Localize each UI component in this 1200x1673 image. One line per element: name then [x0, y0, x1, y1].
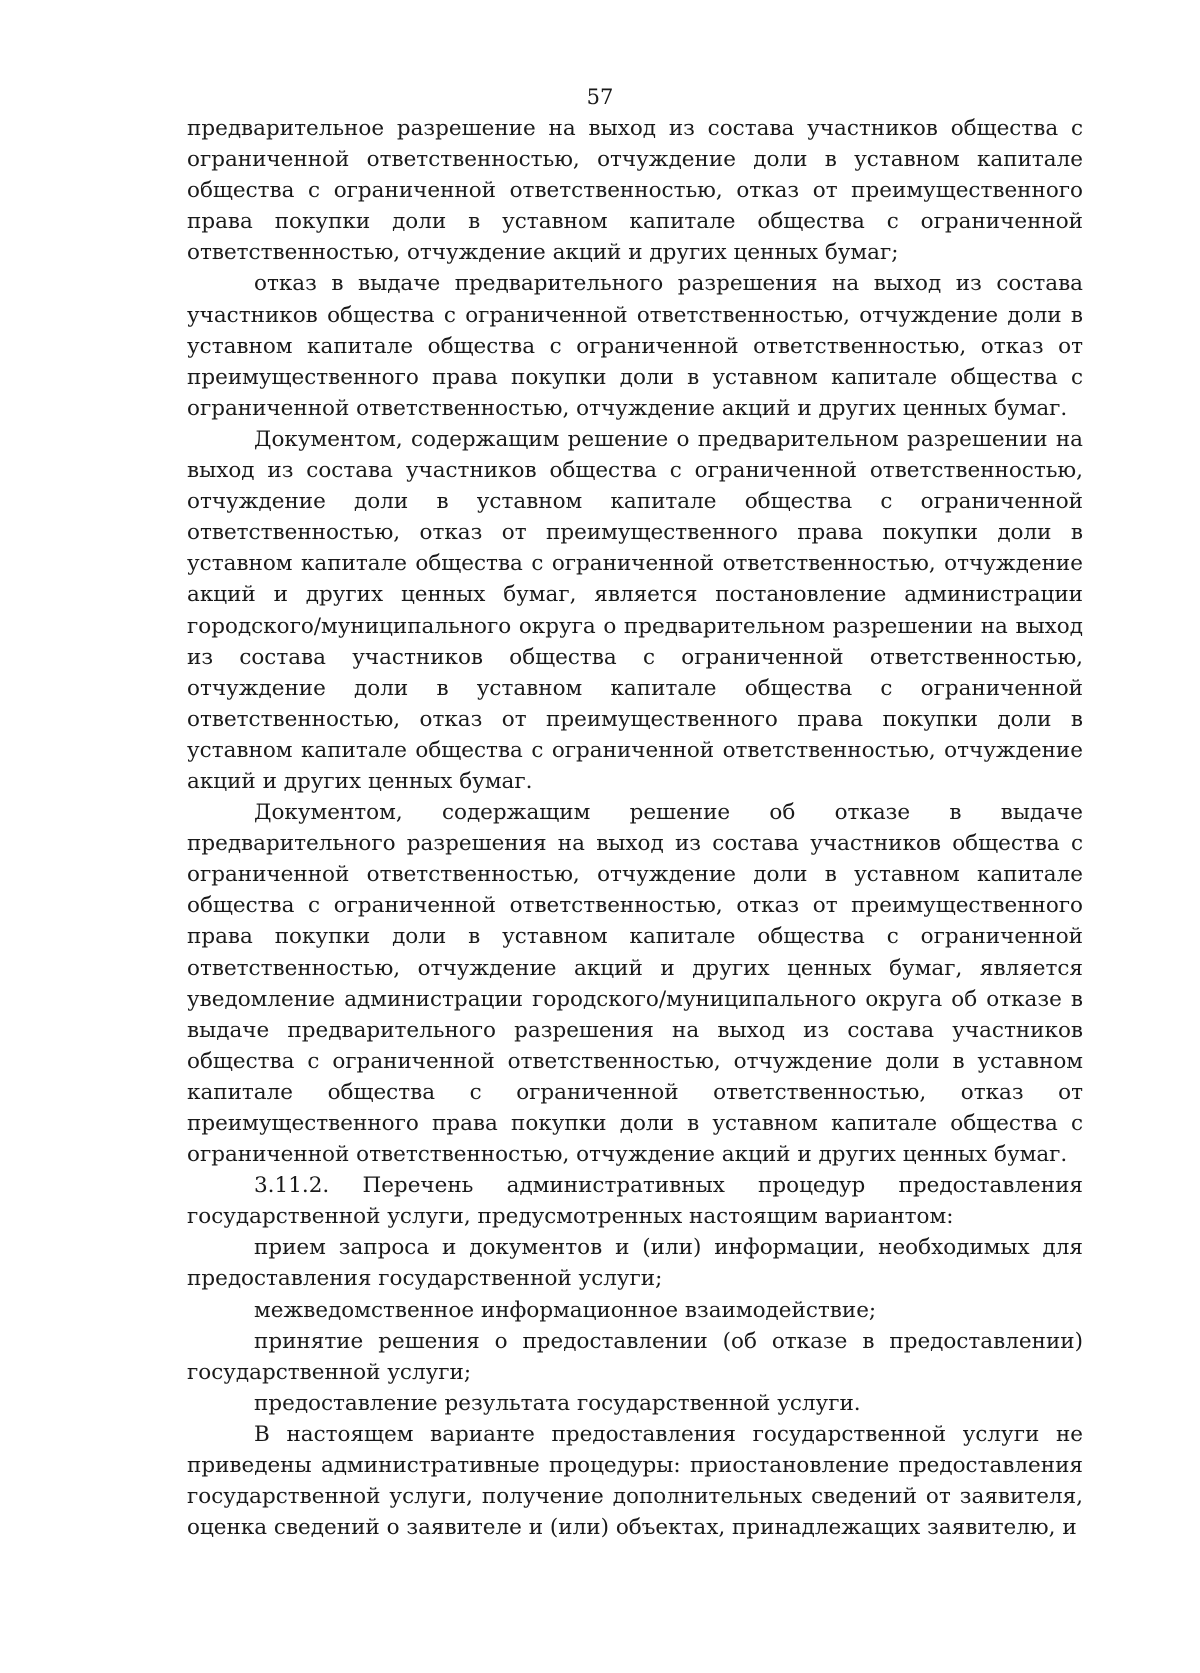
paragraph-refusal-document: Документом, содержащим решение об отказе в выдаче предварительного разрешения на выход из состава участников общества с ограниченной ответственностью, отчуждение доли в уставном капитале общества с ограниченной ответственностью, отказ от преимущественного права покупки доли в уставном капитале общества с ограниченной ответственностью, отчуждение акций и других ценных бумаг, является уведомление администрации городского/муниципального округа об отказе в выдаче предварительного разрешения на выход из состава участников общества с ограниченной ответственностью, отчуждение доли в уставном капитале общества с ограниченной ответственностью, отказ от преимущественного права покупки доли в уставном капитале общества с ограниченной ответственностью, отчуждение акций и других ценных бумаг. — [187, 800, 1083, 1168]
paragraph-refusal-option: отказ в выдаче предварительного разрешения на выход из состава участников общества с ограниченной ответственностью, отчуждение доли в уставном капитале общества с ограниченной ответственностью, отказ от преимущественного права покупки доли в уставном капитале общества с ограниченной ответственностью, отчуждение акций и других ценных бумаг. — [187, 271, 1083, 421]
page-number: 57 — [586, 85, 614, 109]
paragraph-procedure-result: предоставление результата государственной услуги. — [254, 1390, 861, 1416]
paragraph-procedure-interagency: межведомственное информационное взаимодействие; — [254, 1297, 877, 1323]
paragraph-approval-document: Документом, содержащим решение о предварительном разрешении на выход из состава участников общества с ограниченной ответственностью, отчуждение доли в уставном капитале общества с ограниченной ответственностью, отказ от преимущественного права покупки доли в уставном капитале общества с ограниченной ответственностью, отчуждение акций и других ценных бумаг, является постановление администрации городского/муниципального округа о предварительном разрешении на выход из состава участников общества с ограниченной ответственностью, отчуждение доли в уставном капитале общества с ограниченной ответственностью, отказ от преимущественного права покупки доли в уставном капитале общества с ограниченной ответственностью, отчуждение акций и других ценных бумаг. — [187, 426, 1083, 794]
paragraph-section-3-11-2: 3.11.2. Перечень административных процедур предоставления государственной услуги, предусмотренных настоящим вариантом: — [187, 1173, 1083, 1230]
paragraph-omitted-procedures: В настоящем варианте предоставления государственной услуги не приведены административные процедуры: приостановление предоставления государственной услуги, получение дополнительных сведений от заявителя, оценка сведений о заявителе и (или) объектах, принадлежащих заявителю, и — [187, 1421, 1083, 1541]
paragraph-procedure-decision: принятие решения о предоставлении (об отказе в предоставлении) государственной услуги; — [187, 1328, 1083, 1385]
paragraph-procedure-intake: прием запроса и документов и (или) информации, необходимых для предоставления государственной услуги; — [187, 1235, 1083, 1292]
paragraph-continuation: предварительное разрешение на выход из состава участников общества с ограниченной ответственностью, отчуждение доли в уставном капитале общества с ограниченной ответственностью, отказ от преимущественного права покупки доли в уставном капитале общества с ограниченной ответственностью, отчуждение акций и других ценных бумаг; — [187, 116, 1083, 266]
document-body — [187, 113, 1083, 1543]
